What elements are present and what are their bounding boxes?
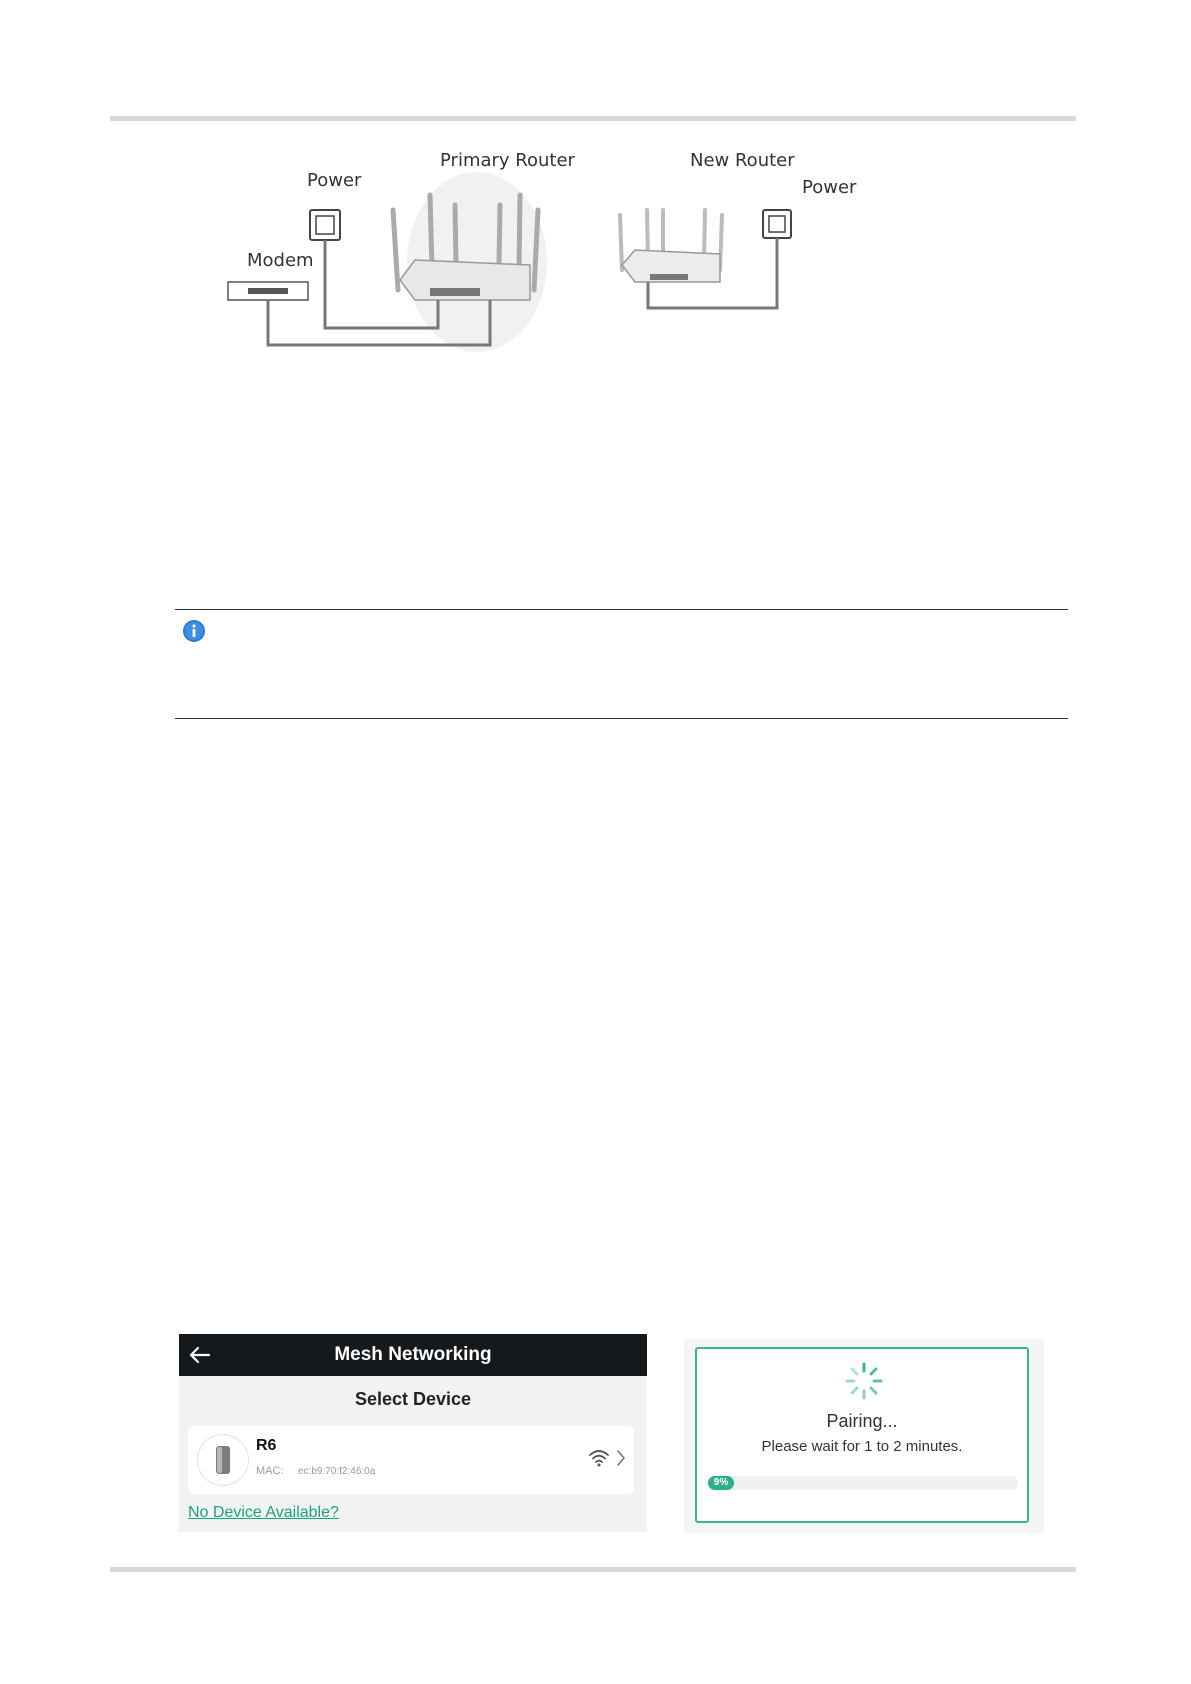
modem-ports — [248, 288, 288, 294]
header-rule — [110, 116, 1076, 121]
pairing-screen — [684, 1339, 1044, 1533]
mac-value: ec:b9:70:f2:46:0a — [298, 1466, 376, 1477]
note-top-rule — [175, 609, 1068, 610]
pairing-dialog — [695, 1347, 1029, 1523]
pairing-title: Pairing... — [826, 1411, 898, 1431]
progress-bar — [708, 1476, 1018, 1490]
label-power-right: Power — [802, 177, 857, 198]
label-power-left: Power — [307, 170, 362, 191]
power-adapter-left-plug — [316, 216, 334, 234]
wifi-signal-icon — [588, 1448, 610, 1468]
mesh-networking-screen — [179, 1334, 647, 1532]
router-device-icon — [198, 1435, 248, 1485]
power-adapter-right-plug — [769, 216, 785, 232]
page-title: Mesh Networking — [334, 1344, 492, 1365]
label-primary-router: Primary Router — [440, 150, 575, 171]
connection-diagram — [210, 150, 910, 390]
no-device-available-link[interactable]: No Device Available? — [188, 1504, 339, 1521]
app-header — [179, 1334, 647, 1376]
label-modem: Modem — [247, 250, 314, 271]
progress-label: 9% — [708, 1476, 734, 1490]
label-new-router: New Router — [690, 150, 795, 171]
footer-rule — [110, 1567, 1076, 1572]
chevron-right-icon — [615, 1448, 627, 1468]
device-avatar — [197, 1434, 249, 1486]
device-name: R6 — [256, 1437, 277, 1454]
device-list-item[interactable] — [188, 1426, 634, 1494]
note-bottom-rule — [175, 718, 1068, 719]
pairing-message: Please wait for 1 to 2 minutes. — [761, 1438, 963, 1455]
loading-spinner-icon — [844, 1361, 884, 1401]
new-router-ports — [650, 274, 688, 280]
primary-router-ports — [430, 288, 480, 296]
section-title: Select Device — [354, 1389, 472, 1409]
mac-label: MAC: — [256, 1465, 284, 1477]
back-arrow-icon[interactable] — [187, 1342, 213, 1368]
info-icon — [182, 619, 206, 643]
